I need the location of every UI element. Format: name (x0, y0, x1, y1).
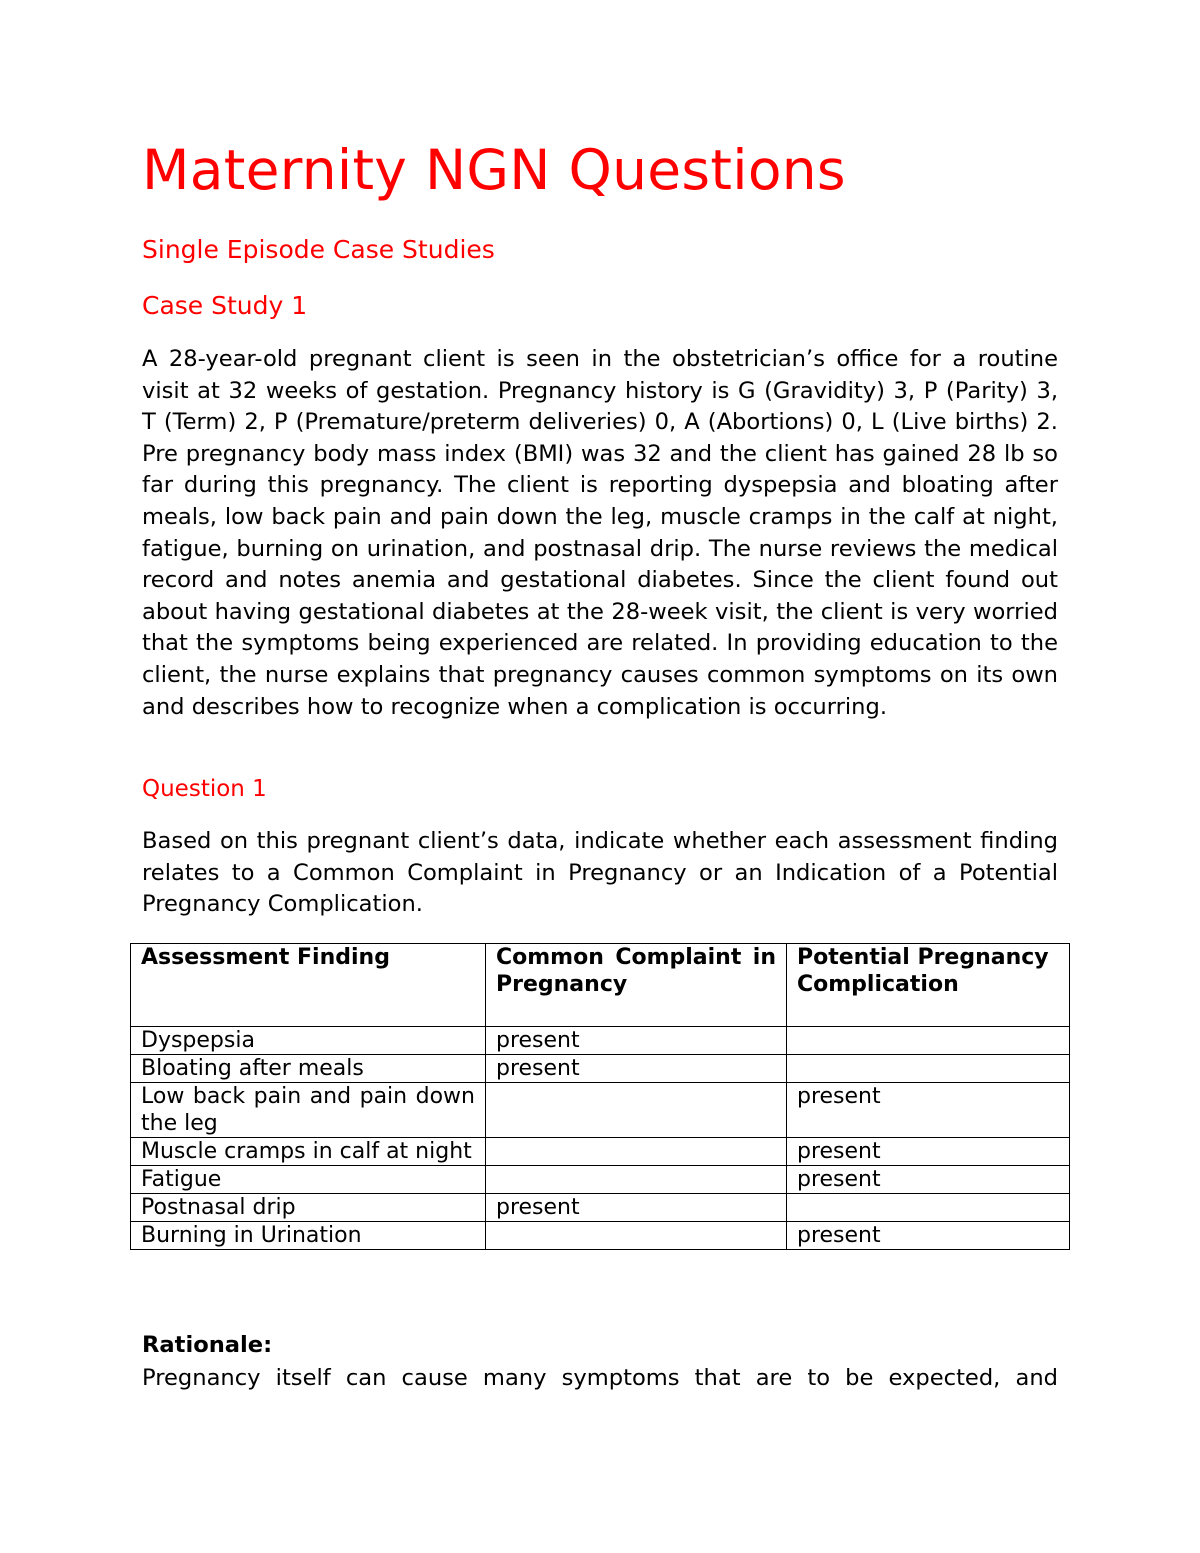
header-assessment-finding: Assessment Finding (131, 944, 486, 1027)
rationale-text: Pregnancy itself can cause many symptoms that are to be expected, and (142, 1365, 1058, 1391)
common-complaint-cell: present (486, 1194, 787, 1222)
common-complaint-cell (486, 1138, 787, 1166)
table-row (131, 1055, 1070, 1083)
complication-cell: present (787, 1166, 1070, 1194)
section-heading: Single Episode Case Studies (142, 235, 495, 264)
complication-cell: present (787, 1138, 1070, 1166)
table-row (131, 1166, 1070, 1194)
complication-cell: present (787, 1083, 1070, 1138)
common-complaint-cell: present (486, 1055, 787, 1083)
finding-cell: Fatigue (131, 1166, 486, 1194)
finding-cell: Low back pain and pain down the leg (131, 1083, 486, 1138)
header-common-complaint: Common Complaint in Pregnancy (486, 944, 787, 1027)
finding-cell: Bloating after meals (131, 1055, 486, 1083)
complication-cell: present (787, 1222, 1070, 1250)
complication-cell (787, 1055, 1070, 1083)
finding-cell: Muscle cramps in calf at night (131, 1138, 486, 1166)
common-complaint-cell (486, 1166, 787, 1194)
table-row (131, 1222, 1070, 1250)
table-row (131, 1083, 1070, 1138)
header-potential-complication: Potential Pregnancy Complication (787, 944, 1070, 1027)
assessment-table (130, 943, 1070, 1250)
table-row (131, 1194, 1070, 1222)
finding-cell: Postnasal drip (131, 1194, 486, 1222)
finding-cell: Dyspepsia (131, 1027, 486, 1055)
finding-cell: Burning in Urination (131, 1222, 486, 1250)
complication-cell (787, 1194, 1070, 1222)
table-header-row (131, 944, 1070, 1027)
document-title: Maternity NGN Questions (142, 138, 846, 202)
common-complaint-cell (486, 1083, 787, 1138)
case-study-text: A 28-year-old pregnant client is seen in the obstetrician’s office for a routine visit at 32 weeks of gestation. Pregnancy history is G (Gravidity) 3, P (Parity) 3, T (Term) 2, P (Premature/preterm deliveries) 0, A (Abortions) 0, L (Live births) 2. Pre pregnancy body mass index (BMI) was 32 and the client has gained 28 lb so far during this pregnancy. The client is reporting dyspepsia and bloating after meals, low back pain and pain down the leg, muscle cramps in the calf at night, fatigue, burning on urination, and postnasal drip. The nurse reviews the medical record and notes anemia and gestational diabetes. Since the client found out about having gestational diabetes at the 28-week visit, the client is very worried that the symptoms being experienced are related. In providing education to the client, the nurse explains that pregnancy causes common symptoms on its own and describes how to recognize when a complication is occurring. (142, 346, 1058, 720)
question-text: Based on this pregnant client’s data, indicate whether each assessment finding relates to a Common Complaint in Pregnancy or an Indication of a Potential Pregnancy Complication. (142, 828, 1058, 918)
question-heading: Question 1 (142, 776, 267, 802)
complication-cell (787, 1027, 1070, 1055)
table-row (131, 1138, 1070, 1166)
case-study-heading: Case Study 1 (142, 291, 308, 320)
common-complaint-cell (486, 1222, 787, 1250)
rationale-label: Rationale: (142, 1332, 273, 1358)
common-complaint-cell: present (486, 1027, 787, 1055)
table-row (131, 1027, 1070, 1055)
